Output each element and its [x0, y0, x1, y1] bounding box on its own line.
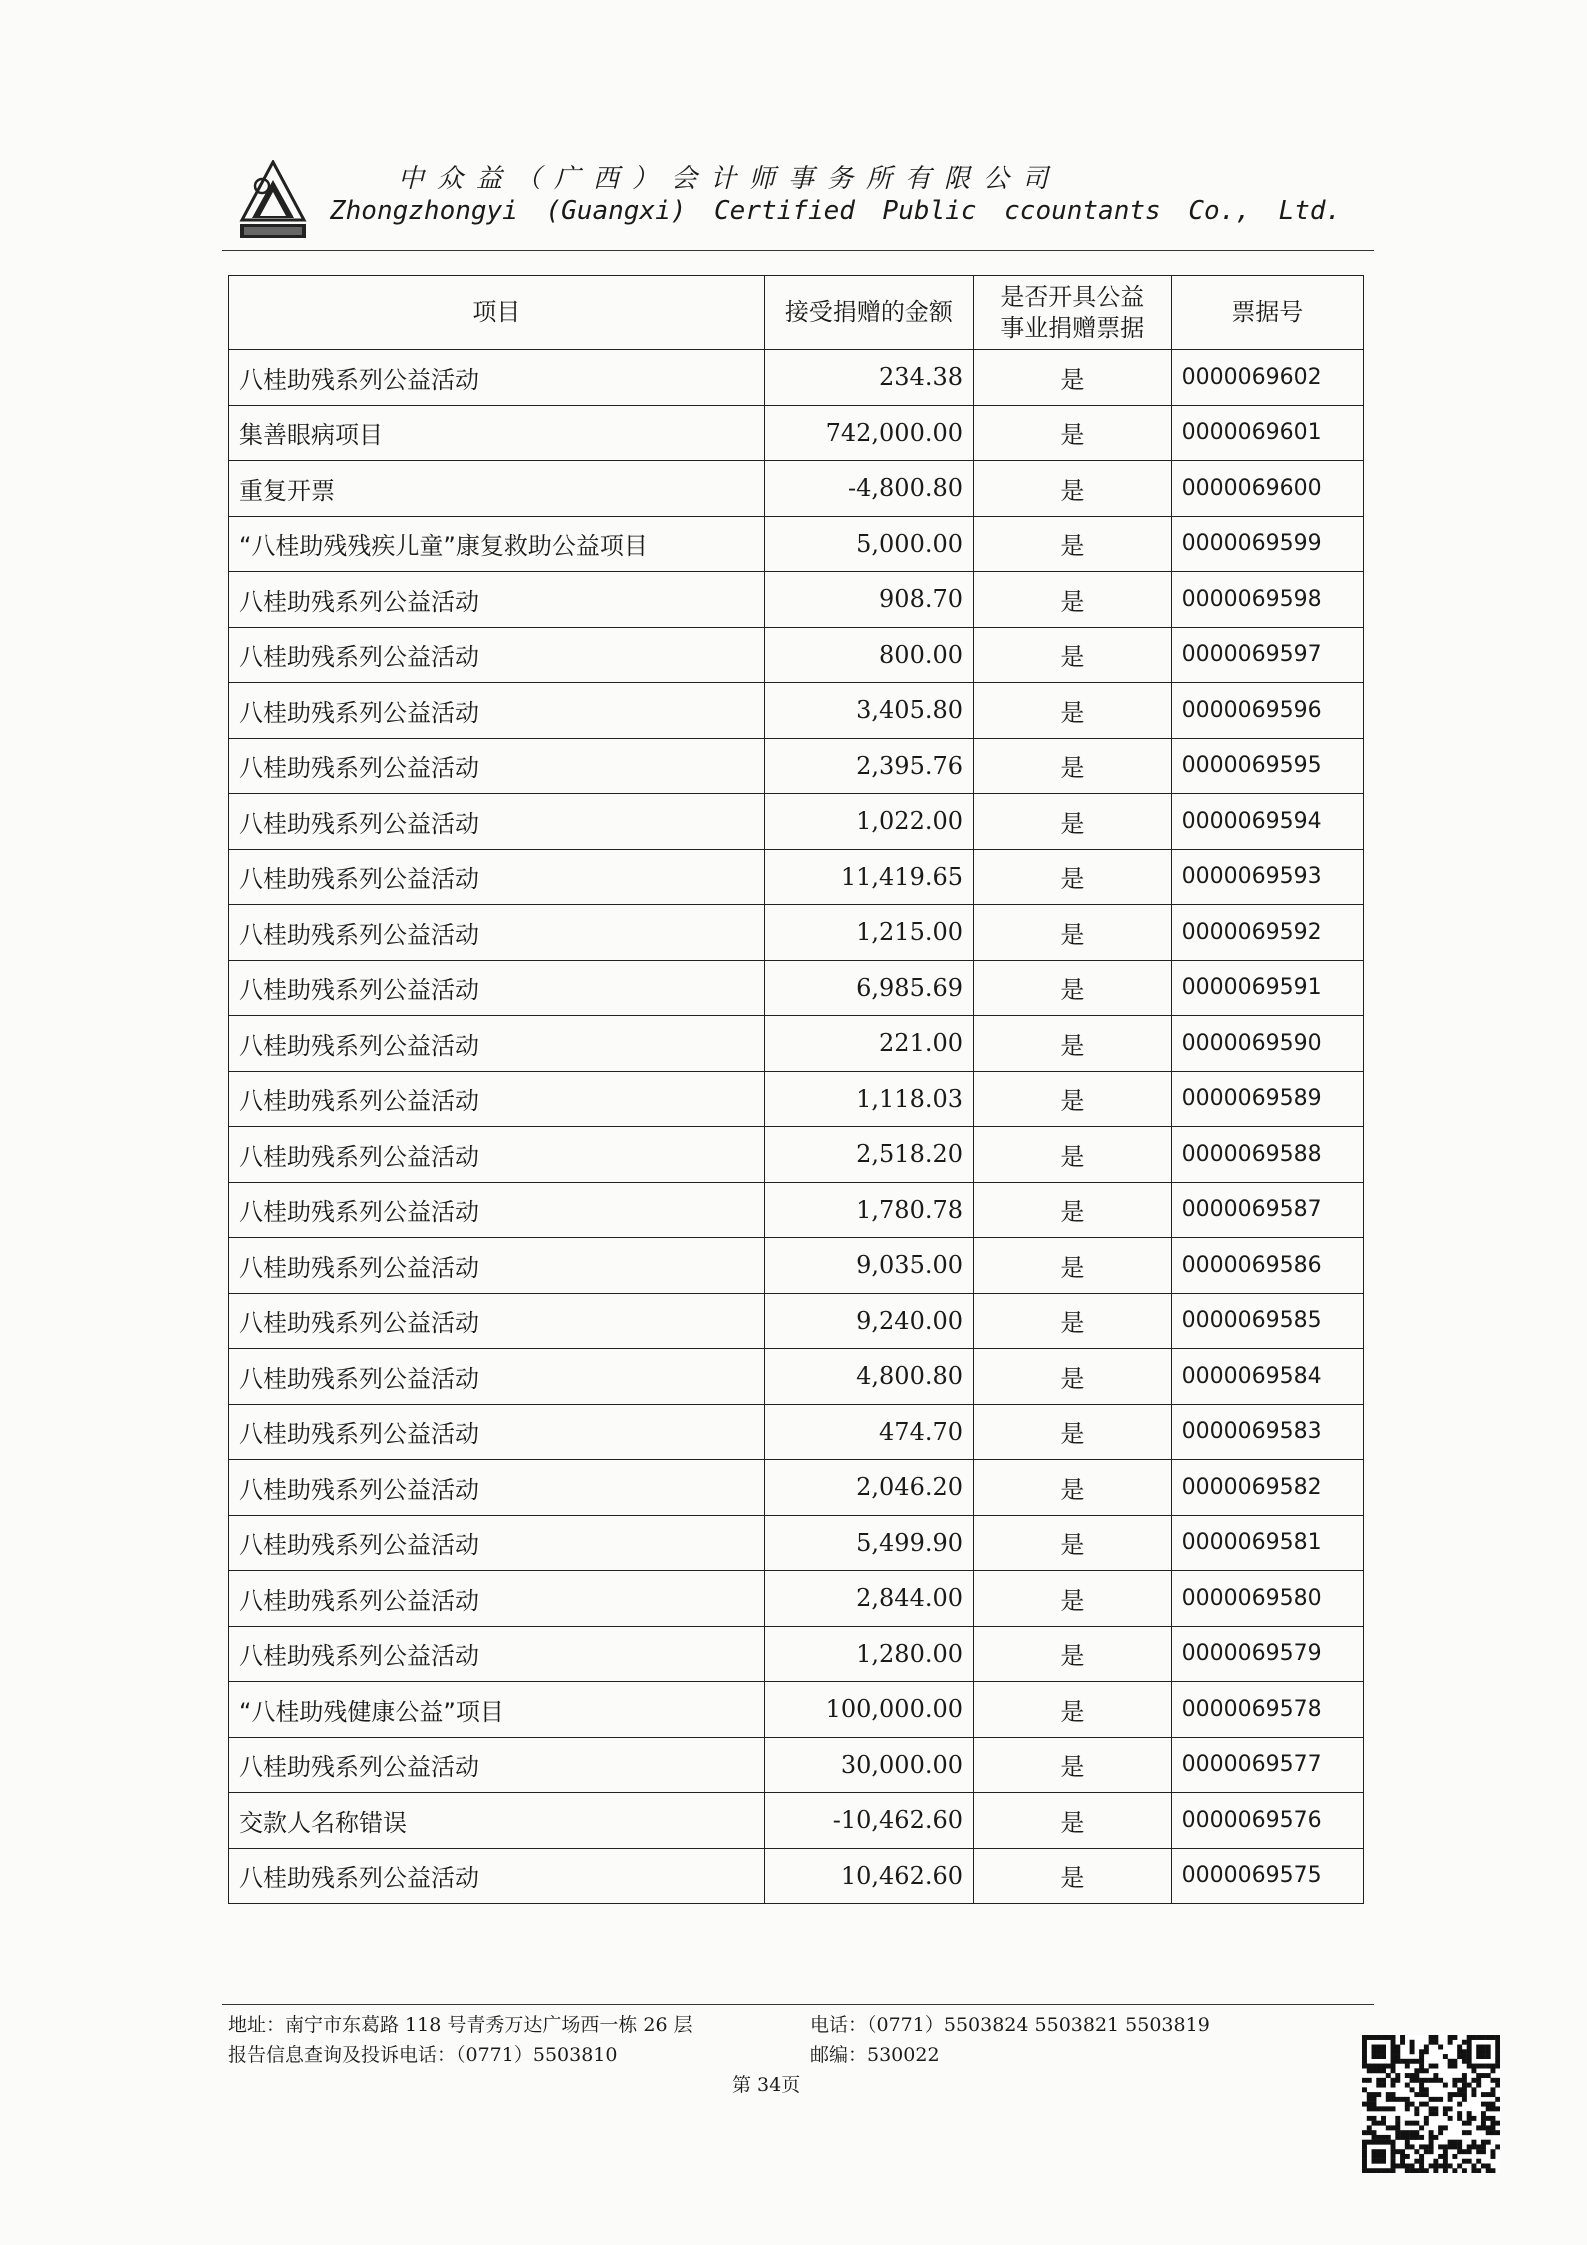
cell-receipt: 是	[974, 960, 1172, 1016]
cell-amount: 10,462.60	[764, 1848, 973, 1904]
cell-receipt: 是	[974, 1626, 1172, 1682]
cell-item: “八桂助残残疾儿童”康复救助公益项目	[229, 516, 765, 572]
page-number: 第 34页	[732, 2074, 801, 2096]
column-header-amount: 接受捐赠的金额	[764, 276, 973, 350]
cell-receipt: 是	[974, 683, 1172, 739]
cell-receipt: 是	[974, 849, 1172, 905]
cell-item: 八桂助残系列公益活动	[229, 1293, 765, 1349]
cell-receipt: 是	[974, 1848, 1172, 1904]
cell-receipt: 是	[974, 350, 1172, 406]
cell-receipt-no: 0000069595	[1171, 738, 1363, 794]
donation-table	[228, 275, 1364, 1904]
cell-receipt-no: 0000069584	[1171, 1349, 1363, 1405]
cell-receipt: 是	[974, 1793, 1172, 1849]
cell-item: 八桂助残系列公益活动	[229, 350, 765, 406]
cell-item: 八桂助残系列公益活动	[229, 1515, 765, 1571]
cell-receipt: 是	[974, 738, 1172, 794]
cell-item: 集善眼病项目	[229, 405, 765, 461]
cell-amount: 4,800.80	[764, 1349, 973, 1405]
cell-item: 八桂助残系列公益活动	[229, 1182, 765, 1238]
column-header-receipt-no: 票据号	[1171, 276, 1363, 350]
cell-item: 八桂助残系列公益活动	[229, 1460, 765, 1516]
cell-receipt: 是	[974, 1682, 1172, 1738]
cell-receipt-no: 0000069575	[1171, 1848, 1363, 1904]
cell-amount: 234.38	[764, 350, 973, 406]
cell-amount: 3,405.80	[764, 683, 973, 739]
company-name-en: Zhongzhongyi (Guangxi) Certified Public ccountants Co., Ltd.	[330, 196, 1342, 226]
column-header-receipt: 是否开具公益事业捐赠票据	[974, 276, 1172, 350]
cell-item: 交款人名称错误	[229, 1793, 765, 1849]
cell-receipt-no: 0000069583	[1171, 1404, 1363, 1460]
cell-item: 八桂助残系列公益活动	[229, 1016, 765, 1072]
column-header-item: 项目	[229, 276, 765, 350]
cell-receipt-no: 0000069589	[1171, 1071, 1363, 1127]
cell-receipt: 是	[974, 1349, 1172, 1405]
cell-receipt-no: 0000069592	[1171, 905, 1363, 961]
cell-item: 八桂助残系列公益活动	[229, 1404, 765, 1460]
cell-amount: 5,499.90	[764, 1515, 973, 1571]
cell-item: 八桂助残系列公益活动	[229, 738, 765, 794]
company-name-cn: 中众益（广西）会计师事务所有限公司	[398, 164, 1062, 194]
cell-item: “八桂助残健康公益”项目	[229, 1682, 765, 1738]
cell-receipt: 是	[974, 1515, 1172, 1571]
table-row	[229, 738, 1364, 794]
table-row	[229, 516, 1364, 572]
cell-amount: 1,280.00	[764, 1626, 973, 1682]
cell-amount: 100,000.00	[764, 1682, 973, 1738]
footer-address: 地址：南宁市东葛路 118 号青秀万达广场西一栋 26 层	[228, 2014, 693, 2036]
cell-receipt: 是	[974, 1571, 1172, 1627]
cell-amount: 5,000.00	[764, 516, 973, 572]
cell-amount: 2,518.20	[764, 1127, 973, 1183]
table-row	[229, 960, 1364, 1016]
cell-receipt: 是	[974, 516, 1172, 572]
cell-receipt: 是	[974, 1460, 1172, 1516]
cell-receipt: 是	[974, 1071, 1172, 1127]
cell-item: 八桂助残系列公益活动	[229, 1848, 765, 1904]
cell-amount: 908.70	[764, 572, 973, 628]
cell-receipt-no: 0000069578	[1171, 1682, 1363, 1738]
table-row	[229, 1626, 1364, 1682]
table-row	[229, 1071, 1364, 1127]
cell-amount: 2,046.20	[764, 1460, 973, 1516]
cell-receipt-no: 0000069599	[1171, 516, 1363, 572]
cell-amount: 800.00	[764, 627, 973, 683]
cell-item: 八桂助残系列公益活动	[229, 1349, 765, 1405]
cell-item: 重复开票	[229, 461, 765, 517]
cell-amount: 6,985.69	[764, 960, 973, 1016]
cell-item: 八桂助残系列公益活动	[229, 1238, 765, 1294]
cell-receipt-no: 0000069591	[1171, 960, 1363, 1016]
cell-receipt: 是	[974, 794, 1172, 850]
cell-receipt: 是	[974, 1238, 1172, 1294]
cell-amount: 221.00	[764, 1016, 973, 1072]
table-row	[229, 1682, 1364, 1738]
company-logo	[238, 160, 308, 240]
cell-receipt-no: 0000069600	[1171, 461, 1363, 517]
cell-receipt-no: 0000069587	[1171, 1182, 1363, 1238]
table-row	[229, 1127, 1364, 1183]
table-row	[229, 1460, 1364, 1516]
cell-receipt-no: 0000069582	[1171, 1460, 1363, 1516]
cell-item: 八桂助残系列公益活动	[229, 1571, 765, 1627]
cell-receipt: 是	[974, 627, 1172, 683]
cell-item: 八桂助残系列公益活动	[229, 572, 765, 628]
table-row	[229, 1182, 1364, 1238]
table-header-row	[229, 276, 1364, 350]
cell-receipt-no: 0000069577	[1171, 1737, 1363, 1793]
table-row	[229, 1016, 1364, 1072]
cell-receipt: 是	[974, 1182, 1172, 1238]
cell-amount: 11,419.65	[764, 849, 973, 905]
cell-receipt-no: 0000069586	[1171, 1238, 1363, 1294]
cell-item: 八桂助残系列公益活动	[229, 1626, 765, 1682]
cell-receipt-no: 0000069596	[1171, 683, 1363, 739]
table-row	[229, 1571, 1364, 1627]
cell-receipt-no: 0000069580	[1171, 1571, 1363, 1627]
cell-item: 八桂助残系列公益活动	[229, 1071, 765, 1127]
footer-postcode: 邮编：530022	[810, 2044, 940, 2066]
cell-amount: 742,000.00	[764, 405, 973, 461]
table-row	[229, 683, 1364, 739]
cell-amount: 9,240.00	[764, 1293, 973, 1349]
cell-amount: -4,800.80	[764, 461, 973, 517]
footer-complaint-phone: 报告信息查询及投诉电话：（0771）5503810	[228, 2044, 618, 2066]
table-row	[229, 461, 1364, 517]
cell-receipt-no: 0000069585	[1171, 1293, 1363, 1349]
cell-receipt-no: 0000069581	[1171, 1515, 1363, 1571]
table-row	[229, 1238, 1364, 1294]
header-divider	[222, 250, 1374, 251]
cell-receipt: 是	[974, 1737, 1172, 1793]
cell-amount: 2,395.76	[764, 738, 973, 794]
table-row	[229, 1793, 1364, 1849]
table-row	[229, 1349, 1364, 1405]
cell-item: 八桂助残系列公益活动	[229, 627, 765, 683]
table-row	[229, 794, 1364, 850]
cell-receipt-no: 0000069602	[1171, 350, 1363, 406]
cell-receipt: 是	[974, 405, 1172, 461]
table-row	[229, 849, 1364, 905]
footer-divider	[222, 2004, 1374, 2005]
cell-amount: -10,462.60	[764, 1793, 973, 1849]
footer-phone: 电话：（0771）5503824 5503821 5503819	[810, 2014, 1210, 2036]
cell-item: 八桂助残系列公益活动	[229, 1737, 765, 1793]
table-row	[229, 1515, 1364, 1571]
cell-receipt: 是	[974, 1293, 1172, 1349]
table-row	[229, 1293, 1364, 1349]
cell-amount: 1,780.78	[764, 1182, 973, 1238]
cell-receipt: 是	[974, 572, 1172, 628]
table-row	[229, 627, 1364, 683]
table-row	[229, 405, 1364, 461]
cell-amount: 1,215.00	[764, 905, 973, 961]
cell-receipt: 是	[974, 1404, 1172, 1460]
cell-receipt-no: 0000069579	[1171, 1626, 1363, 1682]
cell-receipt: 是	[974, 905, 1172, 961]
cell-item: 八桂助残系列公益活动	[229, 905, 765, 961]
cell-receipt-no: 0000069601	[1171, 405, 1363, 461]
cell-amount: 1,118.03	[764, 1071, 973, 1127]
cell-item: 八桂助残系列公益活动	[229, 683, 765, 739]
qr-code-icon	[1362, 2035, 1500, 2173]
cell-item: 八桂助残系列公益活动	[229, 960, 765, 1016]
cell-amount: 474.70	[764, 1404, 973, 1460]
table-row	[229, 572, 1364, 628]
table-row	[229, 1848, 1364, 1904]
cell-receipt-no: 0000069588	[1171, 1127, 1363, 1183]
cell-receipt-no: 0000069590	[1171, 1016, 1363, 1072]
cell-item: 八桂助残系列公益活动	[229, 849, 765, 905]
cell-item: 八桂助残系列公益活动	[229, 794, 765, 850]
cell-amount: 1,022.00	[764, 794, 973, 850]
table-row	[229, 350, 1364, 406]
cell-amount: 9,035.00	[764, 1238, 973, 1294]
cell-receipt: 是	[974, 1016, 1172, 1072]
cell-receipt-no: 0000069593	[1171, 849, 1363, 905]
cell-item: 八桂助残系列公益活动	[229, 1127, 765, 1183]
cell-receipt-no: 0000069594	[1171, 794, 1363, 850]
cell-receipt-no: 0000069576	[1171, 1793, 1363, 1849]
table-row	[229, 1404, 1364, 1460]
table-row	[229, 1737, 1364, 1793]
cell-amount: 2,844.00	[764, 1571, 973, 1627]
cell-amount: 30,000.00	[764, 1737, 973, 1793]
cell-receipt-no: 0000069597	[1171, 627, 1363, 683]
cell-receipt-no: 0000069598	[1171, 572, 1363, 628]
cell-receipt: 是	[974, 1127, 1172, 1183]
table-row	[229, 905, 1364, 961]
cell-receipt: 是	[974, 461, 1172, 517]
